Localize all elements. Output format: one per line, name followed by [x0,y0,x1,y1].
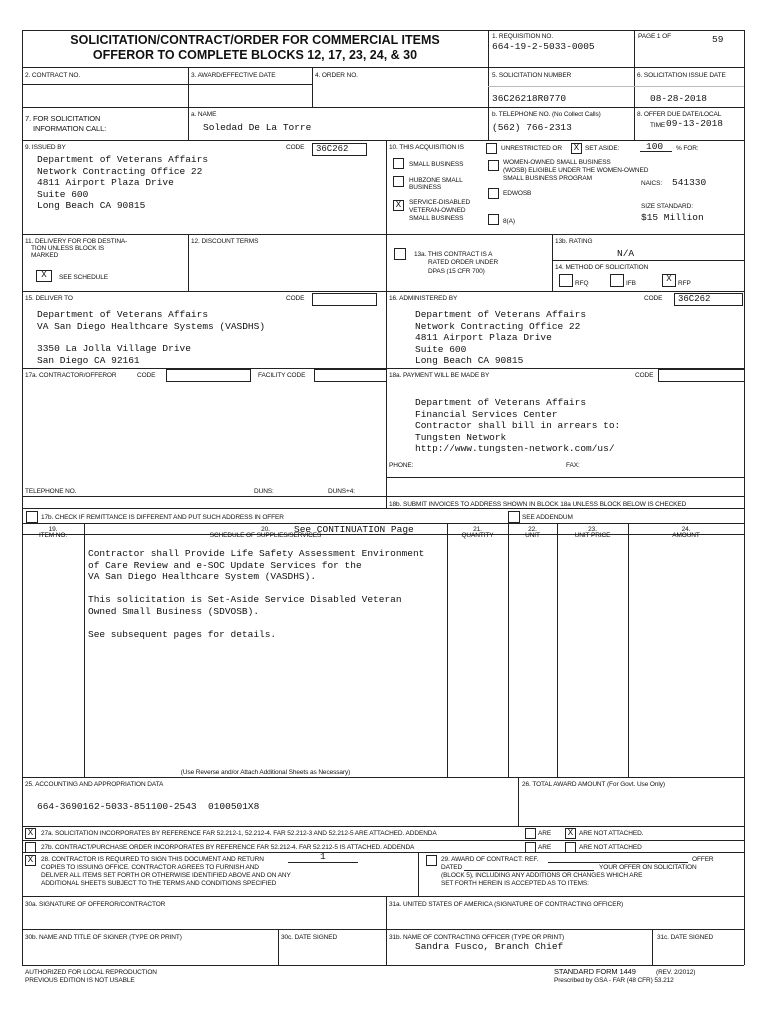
col19-header: ITEM NO. [38,532,68,539]
deliver-to-address: Department of Veterans Affairs VA San Diego Healthcare Systems (VASDHS) 3350 La Jolla Village Drive San Diego CA 92161 [37,309,266,366]
set-aside-percent: 100 [646,141,664,152]
rfq-label: RFQ [575,280,589,287]
eight-a-checkbox[interactable] [488,214,499,225]
wosb-checkbox[interactable] [488,160,499,171]
payment-code [658,369,745,382]
col20-header: SCHEDULE OF SUPPLIES/SERVICES [209,532,322,539]
due-date-label: 8. OFFER DUE DATE/LOCAL [637,111,722,118]
27a-are-checkbox[interactable] [525,828,536,839]
hubzone-checkbox[interactable] [393,176,404,187]
eight-a-label: 8(A) [503,218,515,225]
administered-by-address: Department of Veterans Affairs Network Contracting Office 22 4811 Airport Plaza Drive Suite 600 Long Beach CA 90815 [415,309,587,366]
schedule-description: Contractor shall Provide Life Safety Assessment Environment of Care Review and e-SOC Update Services for the VA San Diego Healthcare System (VASDHS). This solicitation is Set-Aside Service Disabled Veteran Owned Small Business (SDVOSB). See subsequent pages for details. [88,548,425,640]
date-signed-30-label: 30c. DATE SIGNED [281,934,338,941]
administered-by-code-label: CODE [644,295,663,302]
info-call-label-2: INFORMATION CALL: [33,124,107,133]
sig-usa-label: 31a. UNITED STATES OF AMERICA (SIGNATURE OF CONTRACTING OFFICER) [389,901,624,908]
27b-checkbox[interactable] [25,842,36,853]
submit-invoices-label: 18b. SUBMIT INVOICES TO ADDRESS SHOWN IN BLOCK 18a UNLESS BLOCK BELOW IS CHECKED [389,501,687,508]
delivery-label: 11. DELIVERY FOR FOB DESTINA- [25,238,128,245]
28-label-3: DELIVER ALL ITEMS SET FORTH OR OTHERWISE IDENTIFIED ABOVE AND ON ANY [41,872,291,879]
remittance-label: 17b. CHECK IF REMITTANCE IS DIFFERENT AND PUT SUCH ADDRESS IN OFFER [41,514,284,521]
footer-auth: AUTHORIZED FOR LOCAL REPRODUCTION [25,969,157,976]
unrestricted-label: UNRESTRICTED OR [501,145,562,152]
officer-name-label: 31b. NAME OF CONTRACTING OFFICER (TYPE OR PRINT) [389,934,565,941]
rating-value: N/A [617,248,635,259]
set-aside-label: SET ASIDE: [585,145,620,152]
form-title: SOLICITATION/CONTRACT/ORDER FOR COMMERCIAL ITEMS [70,33,440,47]
col21-num: 21. [473,526,482,533]
29-set-forth-label: SET FORTH HEREIN IS ACCEPTED AS TO ITEMS: [441,880,589,887]
delivery-label-2: TION UNLESS BLOCK IS [31,245,105,252]
deliver-to-code [312,293,377,306]
footer-rev: (REV. 2/2012) [656,969,696,976]
issued-by-code-label: CODE [286,144,305,151]
rfq-checkbox[interactable] [559,274,573,287]
footer-prescribed: Prescribed by GSA - FAR (48 CFR) 53.212 [554,977,674,984]
acquisition-label: 10. THIS ACQUISITION IS [389,144,464,151]
payment-code-label: CODE [635,372,654,379]
percent-for-label: % FOR: [676,145,699,152]
facility-code[interactable] [314,369,387,382]
signer-name-label: 30b. NAME AND TITLE OF SIGNER (TYPE OR PRINT) [25,934,182,941]
28-label: 28. CONTRACTOR IS REQUIRED TO SIGN THIS DOCUMENT AND RETURN [41,856,264,863]
addendum-label: SEE ADDENDUM [522,514,573,521]
delivery-label-3: MARKED [31,252,59,259]
ifb-label: IFB [626,280,636,287]
small-business-checkbox[interactable] [393,158,404,169]
27b-are-checkbox[interactable] [525,842,536,853]
due-time-label: TIME [650,122,666,129]
col22-header: UNIT [525,532,540,539]
total-award-label: 26. TOTAL AWARD AMOUNT (For Govt. Use Only) [522,781,665,788]
telephone-label: TELEPHONE NO. [25,488,77,495]
edwosb-label: EDWOSB [503,190,532,197]
accounting-value: 664-3690162-5033-851100-2543 0100501X8 [37,801,260,812]
requisition-value: 664-19-2-5033-0005 [492,41,595,52]
page-label: PAGE 1 OF [638,33,671,40]
27b-are-label: ARE [538,844,552,851]
edwosb-checkbox[interactable] [488,188,499,199]
col19-num: 19. [48,526,58,533]
28-copies: 1 [320,851,326,862]
29-dated-label: DATED [441,864,463,871]
27a-label: 27a. SOLICITATION INCORPORATES BY REFERENCE FAR 52.212-1, 52.212-4. FAR 52.212-3 AND 52.212-5 ARE ATTACHED. ADDENDA [41,830,437,837]
27b-are-not-checkbox[interactable] [565,842,576,853]
payment-label: 18a. PAYMENT WILL BE MADE BY [389,372,490,379]
27a-are-not-label: ARE NOT ATTACHED. [579,830,644,837]
27b-label: 27b. CONTRACT/PURCHASE ORDER INCORPORATES BY REFERENCE FAR 52.212-4. FAR 52.212-5 IS ATTACHED. ADDENDA [41,844,415,851]
due-date-value: 09-13-2018 [666,118,724,129]
hubzone-label: HUBZONE SMALL [409,177,463,184]
payment-address: Department of Veterans Affairs Financial Services Center Contractor shall bill in arrears to: Tungsten Network http://www.tungsten-network.com/us/ [415,397,621,454]
contractor-code-label: CODE [137,372,156,379]
continuation-note: See CONTINUATION Page [294,524,414,535]
remittance-checkbox[interactable] [26,511,38,523]
issued-by-address: Department of Veterans Affairs Network Contracting Office 22 4811 Airport Plaza Drive Suite 600 Long Beach CA 90815 [37,154,209,211]
payment-fax-label: FAX: [566,462,580,469]
col24-num: 24. [681,526,691,533]
set-aside-checkbox[interactable]: X [571,143,582,154]
discount-terms-label: 12. DISCOUNT TERMS [191,238,259,245]
deliver-to-label: 15. DELIVER TO [25,295,73,302]
hubzone-label-2: BUSINESS [409,184,442,191]
27b-are-not-label: ARE NOT ATTACHED [579,844,642,851]
reverse-note: (Use Reverse and/or Attach Additional Sheets as Necessary) [180,769,351,776]
naics-value: 541330 [672,177,707,188]
contract-no-label: 2. CONTRACT NO. [25,72,81,79]
accounting-label: 25. ACCOUNTING AND APPROPRIATION DATA [25,781,164,788]
size-standard-value: $15 Million [641,212,704,223]
28-label-4: ADDITIONAL SHEETS SUBJECT TO THE TERMS AND CONDITIONS SPECIFIED [41,880,277,887]
see-schedule-checkbox[interactable]: X [36,270,52,282]
award-date-label: 3. AWARD/EFFECTIVE DATE [191,72,276,79]
rating-label: 13b. RATING [555,238,593,245]
administered-by-label: 16. ADMINISTERED BY [389,295,458,302]
order-no-label: 4. ORDER NO. [315,72,358,79]
addendum-checkbox[interactable] [508,511,520,523]
27a-are-not-checkbox[interactable]: X [565,828,576,839]
officer-name: Sandra Fusco, Branch Chief [415,941,564,952]
phone-label: b. TELEPHONE NO. (No Collect Calls) [492,111,601,118]
unrestricted-checkbox[interactable] [486,143,497,154]
info-call-label: 7. FOR SOLICITATION [25,114,101,123]
wosb-label: WOMEN-OWNED SMALL BUSINESS [503,159,611,166]
rfp-label: RFP [678,280,691,287]
rated-order-checkbox[interactable] [394,248,406,260]
naics-label: NAICS: [641,180,663,187]
footer-prev: PREVIOUS EDITION IS NOT USABLE [25,977,135,984]
contractor-code[interactable] [166,369,251,382]
29-offer-label: OFFER [692,856,714,863]
rated-order-label-2: RATED ORDER UNDER [428,259,499,266]
rated-order-label: 13a. THIS CONTRACT IS A [414,251,493,258]
29-block5-label: (BLOCK 5), INCLUDING ANY ADDITIONS OR CHANGES WHICH ARE [441,872,643,879]
ifb-checkbox[interactable] [610,274,624,287]
solicitation-no-value: 36C26218R0770 [492,93,567,104]
sdvosb-label: SERVICE-DISABLED [409,199,471,206]
footer-form: STANDARD FORM 1449 [554,967,636,976]
contractor-label: 17a. CONTRACTOR/OFFEROR [25,372,117,379]
form-subtitle: OFFEROR TO COMPLETE BLOCKS 12, 17, 23, 24, & 30 [92,48,418,62]
size-standard-label: SIZE STANDARD: [641,203,693,210]
contact-name: Soledad De La Torre [203,122,312,133]
deliver-to-code-label: CODE [286,295,305,302]
method-label: 14. METHOD OF SOLICITATION [555,264,649,271]
wosb-label-2: (WOSB) ELIGIBLE UNDER THE WOMEN-OWNED [503,167,649,174]
requisition-label: 1. REQUISITION NO. [492,33,554,40]
see-schedule-label: SEE SCHEDULE [59,274,109,281]
29-label: 29. AWARD OF CONTRACT: REF. [441,856,539,863]
col23-header: UNIT PRICE [574,532,611,539]
sf1449-form [22,30,744,984]
col21-header: QUANTITY [461,532,494,539]
duns4-label: DUNS+4: [328,488,355,495]
issue-date-label: 6. SOLICITATION ISSUE DATE [637,72,726,79]
sdvosb-checkbox[interactable]: X [393,200,404,211]
sdvosb-label-3: SMALL BUSINESS [409,215,464,222]
col22-num: 22. [528,526,537,533]
28-checkbox[interactable]: X [25,855,36,866]
rated-order-label-3: DPAS (15 CFR 700) [428,268,485,275]
rfp-checkbox[interactable]: X [662,274,676,287]
sig-offeror-label: 30a. SIGNATURE OF OFFEROR/CONTRACTOR [25,901,166,908]
facility-code-label: FACILITY CODE [258,372,306,379]
sdvosb-label-2: VETERAN-OWNED [409,207,466,214]
date-signed-31-label: 31c. DATE SIGNED [657,934,714,941]
solicitation-no-label: 5. SOLICITATION NUMBER [492,72,572,79]
29-your-offer-label: YOUR OFFER ON SOLICITATION [599,864,697,871]
wosb-label-3: SMALL BUSINESS PROGRAM [503,175,592,182]
duns-label: DUNS: [254,488,274,495]
27a-are-label: ARE [538,830,552,837]
col23-num: 23. [588,526,597,533]
phone-value: (562) 766-2313 [492,122,572,133]
28-label-2: COPIES TO ISSUING OFFICE. CONTRACTOR AGREES TO FURNISH AND [41,864,259,871]
issue-date-value: 08-28-2018 [650,93,708,104]
issued-by-code: 36C262 [312,143,367,156]
administered-by-code: 36C262 [674,293,743,306]
payment-phone-label: PHONE: [389,462,414,469]
27a-checkbox[interactable]: X [25,828,36,839]
29-checkbox[interactable] [426,855,437,866]
page-total: 59 [712,34,724,45]
issued-by-label: 9. ISSUED BY [25,144,66,151]
col24-header: AMOUNT [672,532,700,539]
small-business-label: SMALL BUSINESS [409,161,464,168]
col20-num: 20. [261,526,270,533]
name-label: a. NAME [191,111,217,118]
